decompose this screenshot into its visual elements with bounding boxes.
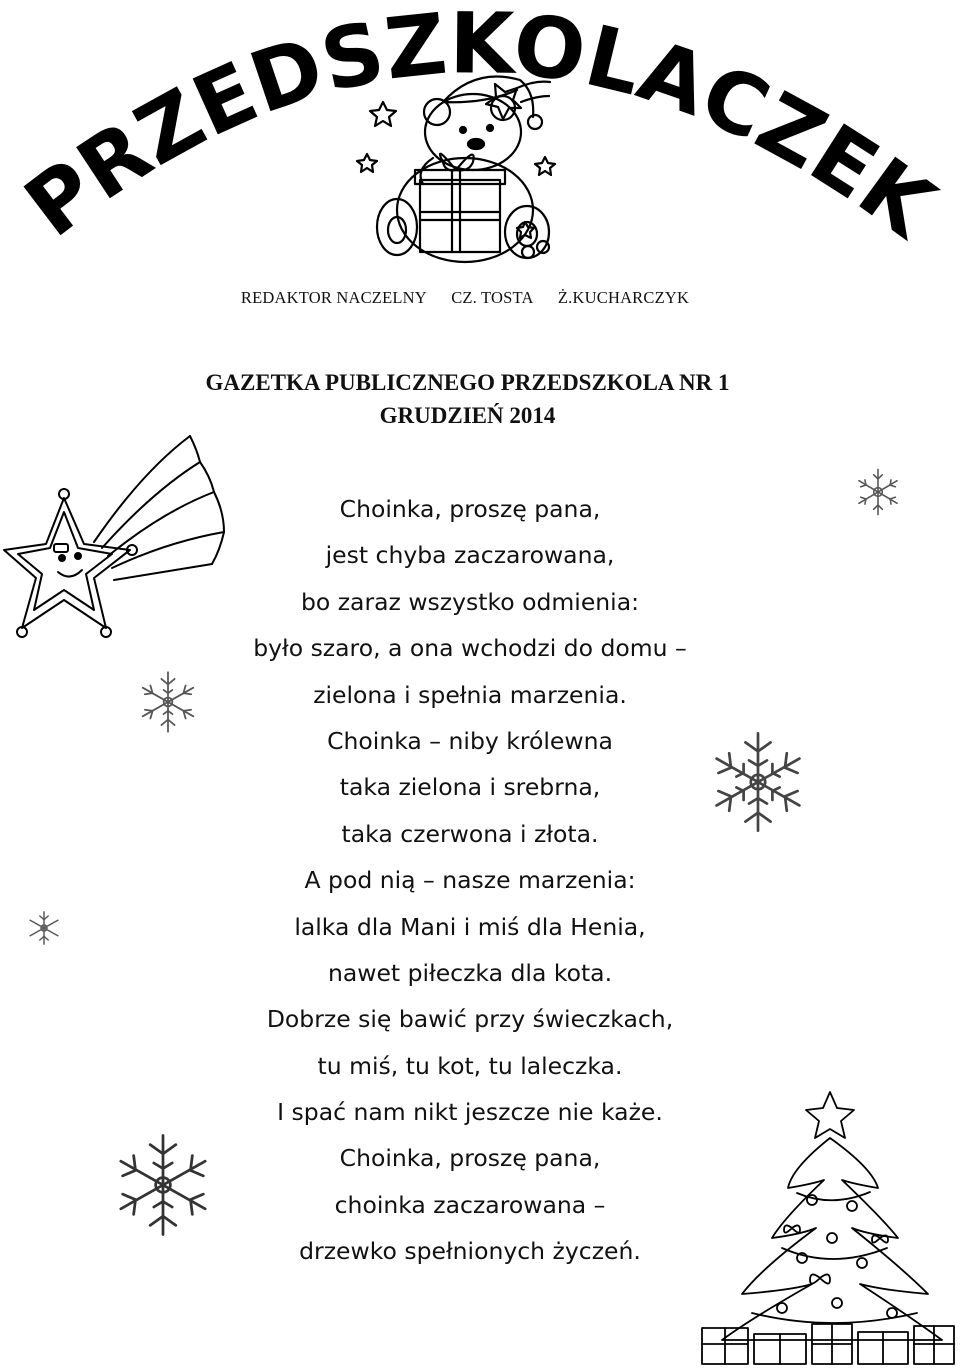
poem-line: choinka zaczarowana – [334,1190,606,1219]
issue-date: GRUDZIEŃ 2014 [379,403,556,428]
poem-line: Choinka, proszę pana, [339,1144,601,1173]
teddy-bear-illustration [345,62,585,277]
poem-line: Choinka – niby królewna [327,726,613,755]
snowflake-icon [26,910,62,946]
editor-name: Ż.KUCHARCZYK [557,288,690,307]
editor-line [0,288,930,308]
snowflake-icon [852,464,904,520]
poem-line: drzewko spełnionych życzeń. [299,1237,641,1266]
poem-line: Dobrze się bawić przy świeczkach, [266,1005,674,1034]
poem-line: tu miś, tu kot, tu laleczka. [317,1051,623,1080]
poem-line: taka czerwona i złota. [341,819,599,848]
poem-line: jest chyba zaczarowana, [325,541,615,570]
editor-name: CZ. TOSTA [451,288,534,307]
poem-line: było szaro, a ona wchodzi do domu – [253,634,687,663]
editor-label: REDAKTOR NACZELNY [240,288,427,307]
poem-line: zielona i spełnia marzenia. [313,680,627,709]
newsletter-subtitle: GAZETKA PUBLICZNEGO PRZEDSZKOLA NR 1 [205,370,730,395]
poem-line: A pod nią – nasze marzenia: [304,866,636,895]
poem-line: nawet piłeczka dla kota. [327,958,613,987]
poem-line: bo zaraz wszystko odmienia: [300,587,640,616]
poem-line: lalka dla Mani i miś dla Henia, [294,912,646,941]
poem [170,486,770,1275]
poem-line: taka zielona i srebrna, [339,773,601,802]
poem-line: Choinka, proszę pana, [339,495,601,523]
poem-line: I spać nam nikt jeszcze nie każe. [277,1098,663,1127]
masthead-title-text: PRZEDSZKOLACZEK [7,0,952,257]
